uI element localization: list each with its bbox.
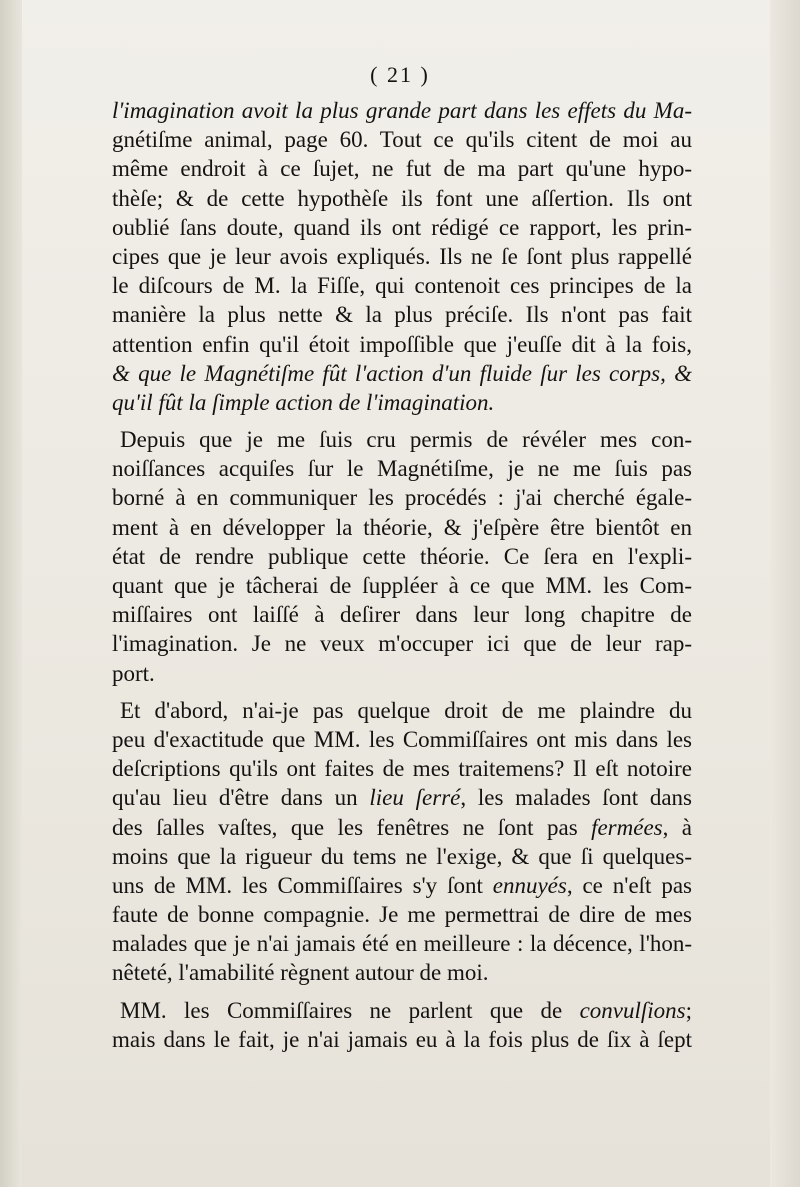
text-line: des ſalles vaſtes, que les fenêtres ne ſont pas fermées, à	[112, 814, 692, 840]
text-line: borné à en communiquer les procédés : j'ai cherché égale-	[112, 485, 692, 511]
text-line: le diſcours de M. la Fiſſe, qui contenoit ces principes de la	[112, 273, 692, 299]
text-line: faute de bonne compagnie. Je me permettrai de dire de mes	[112, 902, 692, 928]
text-line: oublié ſans doute, quand ils ont rédigé ce rapport, les prin-	[112, 214, 692, 240]
text-line: cipes que je leur avois expliqués. Ils ne ſe ſont plus rappellé	[112, 243, 692, 269]
text-line: état de rendre publique cette théorie. Ce ſera en l'expli-	[112, 543, 692, 569]
text-line: MM. les Commiſſaires ne parlent que de convulſions;	[120, 997, 692, 1023]
text-line: l'imagination. Je ne veux m'occuper ici que de leur rap-	[112, 631, 692, 657]
text-line: qu'au lieu d'être dans un lieu ſerré, les malades ſont dans	[112, 785, 692, 811]
page-number: ( 21 )	[370, 62, 430, 87]
text-line: thèſe; & de cette hypothèſe ils font une aſſertion. Ils ont	[112, 185, 692, 211]
paragraph-break	[112, 688, 692, 696]
text-line: noiſſances acquiſes ſur le Magnétiſme, je ne me ſuis pas	[112, 456, 692, 482]
text-line: port.	[112, 660, 155, 686]
text-line: l'imagination avoit la plus grande part dans les effets du Ma-	[112, 98, 692, 123]
text-line: deſcriptions qu'ils ont faites de mes traitemens? Il eſt notoire	[112, 756, 692, 782]
text-line: mais dans le fait, je n'ai jamais eu à la fois plus de ſix à ſept	[112, 1026, 692, 1052]
text-line: ment à en développer la théorie, & j'eſpère être bientôt en	[112, 514, 692, 540]
text-line: malades que je n'ai jamais été en meilleure : la décence, l'hon-	[112, 931, 692, 957]
text-line: nêteté, l'amabilité règnent autour de moi.	[112, 960, 489, 986]
text-line: Depuis que je me ſuis cru permis de révéler mes con-	[120, 427, 692, 453]
text-line: même endroit à ce ſujet, ne fut de ma part qu'une hypo-	[112, 156, 692, 182]
paragraph-break	[112, 417, 692, 425]
text-line: peu d'exactitude que MM. les Commiſſaires ont mis dans les	[112, 726, 692, 752]
text-line: quant que je tâcherai de ſuppléer à ce que MM. les Com-	[112, 573, 692, 598]
text-line: & que le Magnétiſme fût l'action d'un fluide ſur les corps, &	[112, 360, 692, 386]
page-gutter-shadow	[0, 0, 22, 1187]
text-line: manière la plus nette & la plus préciſe. Ils n'ont pas fait	[112, 302, 692, 328]
text-line: moins que la rigueur du tems ne l'exige, & que ſi quelques-	[112, 843, 692, 869]
text-line: qu'il fût la ſimple action de l'imagination.	[112, 389, 495, 415]
text-line: gnétiſme animal, page 60. Tout ce qu'ils citent de moi au	[112, 127, 692, 153]
text-line: Et d'abord, n'ai-je pas quelque droit de me plaindre du	[120, 697, 692, 723]
body-text	[112, 96, 692, 1054]
text-line: miſſaires ont laiſſé à deſirer dans leur long chapitre de	[112, 602, 692, 628]
paragraph-break	[112, 988, 692, 996]
page-edge-shadow	[770, 0, 800, 1187]
text-line: attention enfin qu'il étoit impoſſible que j'euſſe dit à la fois,	[112, 331, 692, 357]
text-line: uns de MM. les Commiſſaires s'y ſont ennuyés, ce n'eſt pas	[112, 872, 692, 898]
